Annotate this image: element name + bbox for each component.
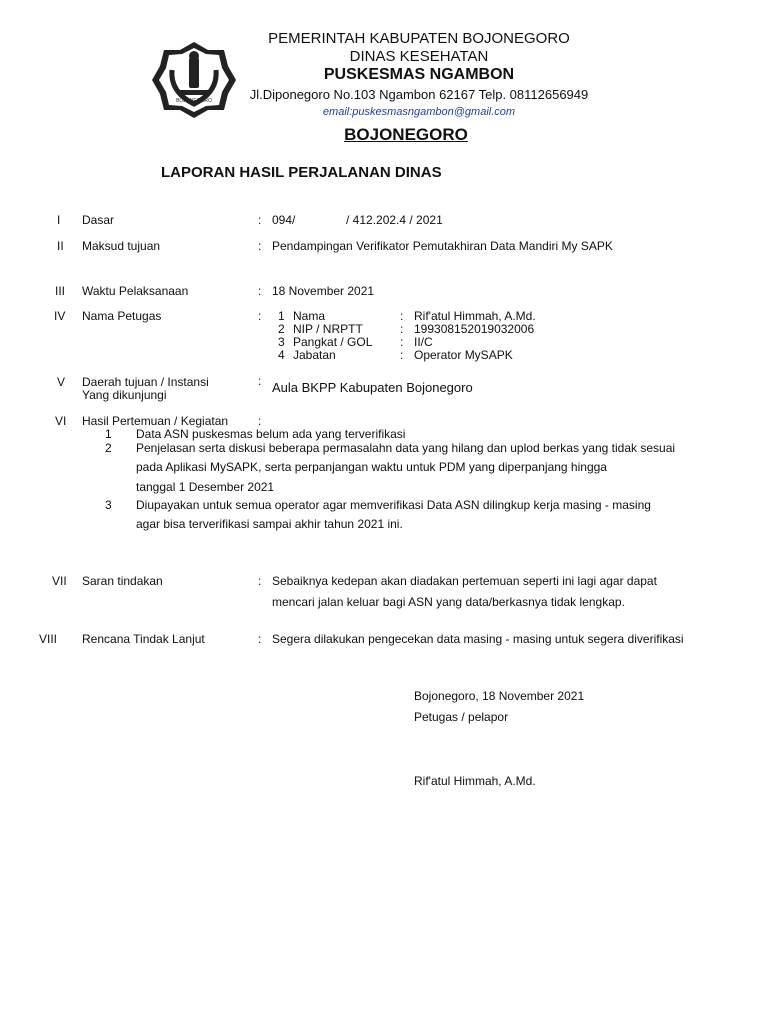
daerah-value: Aula BKPP Kabupaten Bojonegoro [272, 380, 473, 395]
header-email[interactable]: email:puskesmasngambon@gmail.com [322, 106, 516, 118]
petugas-row-key: NIP / NRPTT [293, 322, 363, 336]
section-label: Hasil Pertemuan / Kegiatan [82, 414, 229, 428]
section-number: VI [55, 414, 67, 428]
hasil-item-line: Data ASN puskesmas belum ada yang terverifikasi [136, 427, 406, 441]
document-title: LAPORAN HASIL PERJALANAN DINAS [161, 164, 442, 181]
petugas-row-key: Nama [293, 309, 326, 323]
section-number: III [55, 284, 66, 298]
saran-line: Sebaiknya kedepan akan diadakan pertemuan seperti ini lagi agar dapat [272, 574, 657, 588]
petugas-row-number: 2 [278, 322, 285, 336]
hasil-item-line: Diupayakan untuk semua operator agar memverifikasi Data ASN dilingkup kerja masing - masing [136, 498, 651, 512]
section-number: I [57, 213, 61, 227]
section-label: Dasar [82, 213, 115, 227]
section-label: Waktu Pelaksanaan [82, 284, 189, 298]
dasar-reference: / 412.202.4 / 2021 [346, 213, 443, 227]
hasil-item-number: 2 [105, 441, 112, 455]
colon: : [400, 335, 404, 349]
petugas-row-value: 199308152019032006 [414, 322, 535, 336]
section-label: Saran tindakan [82, 574, 163, 588]
colon: : [258, 213, 262, 227]
petugas-row-value: II/C [414, 335, 433, 349]
petugas-row-key: Pangkat / GOL [293, 335, 373, 349]
section-label-line2: Yang dikunjungi [82, 388, 167, 402]
hasil-item-line: tanggal 1 Desember 2021 [136, 480, 275, 494]
rencana-value: Segera dilakukan pengecekan data masing - masing untuk segera diverifikasi [272, 632, 684, 646]
header-city: BOJONEGORO [344, 125, 468, 144]
colon: : [258, 284, 262, 298]
signature-place-date: Bojonegoro, 18 November 2021 [414, 689, 585, 703]
section-number: VII [52, 574, 67, 588]
petugas-row-number: 4 [278, 348, 285, 362]
header-government: PEMERINTAH KABUPATEN BOJONEGORO [268, 30, 570, 47]
colon: : [400, 309, 404, 323]
section-label: Nama Petugas [82, 309, 162, 323]
petugas-row-number: 1 [278, 309, 285, 323]
dasar-number: 094/ [272, 213, 296, 227]
section-label: Rencana Tindak Lanjut [82, 632, 205, 646]
section-label: Maksud tujuan [82, 239, 161, 253]
maksud-value: Pendampingan Verifikator Pemutakhiran Data Mandiri My SAPK [272, 239, 613, 253]
section-number: V [57, 375, 66, 389]
section-number: VIII [39, 632, 58, 646]
hasil-item-line: agar bisa terverifikasi sampai akhir tahun 2021 ini. [136, 517, 403, 531]
hasil-item-line: Penjelasan serta diskusi beberapa permasalahn data yang hilang dan uplod berkas yang tidak sesuai [136, 441, 676, 455]
header-address: Jl.Diponegoro No.103 Ngambon 62167 Telp. 08112656949 [249, 87, 589, 102]
petugas-row-value: Rif'atul Himmah, A.Md. [414, 309, 536, 323]
colon: : [258, 632, 262, 646]
hasil-item-line: pada Aplikasi MySAPK, serta perpanjangan waktu untuk PDM yang diperpanjang hingga [136, 460, 607, 474]
section-number: II [57, 239, 64, 253]
colon: : [258, 574, 262, 588]
waktu-value: 18 November 2021 [272, 284, 375, 298]
section-label: Daerah tujuan / Instansi [82, 375, 209, 389]
signature-role: Petugas / pelapor [414, 710, 509, 724]
hasil-item-number: 1 [105, 427, 112, 441]
colon: : [258, 414, 262, 428]
signature-name: Rif'atul Himmah, A.Md. [414, 774, 536, 788]
section-number: IV [54, 309, 66, 323]
colon: : [400, 322, 404, 336]
colon: : [258, 309, 262, 323]
colon: : [258, 374, 262, 388]
hasil-item-number: 3 [105, 498, 112, 512]
header-organization: PUSKESMAS NGAMBON [323, 66, 515, 83]
header-department: DINAS KESEHATAN [349, 48, 489, 65]
colon: : [400, 348, 404, 362]
petugas-row-key: Jabatan [293, 348, 336, 362]
colon: : [258, 239, 262, 253]
petugas-row-value: Operator MySAPK [414, 348, 513, 362]
svg-text:BOJONEGORO: BOJONEGORO [176, 98, 212, 104]
petugas-row-number: 3 [278, 335, 285, 349]
saran-line: mencari jalan keluar bagi ASN yang data/berkasnya tidak lengkap. [272, 595, 625, 609]
